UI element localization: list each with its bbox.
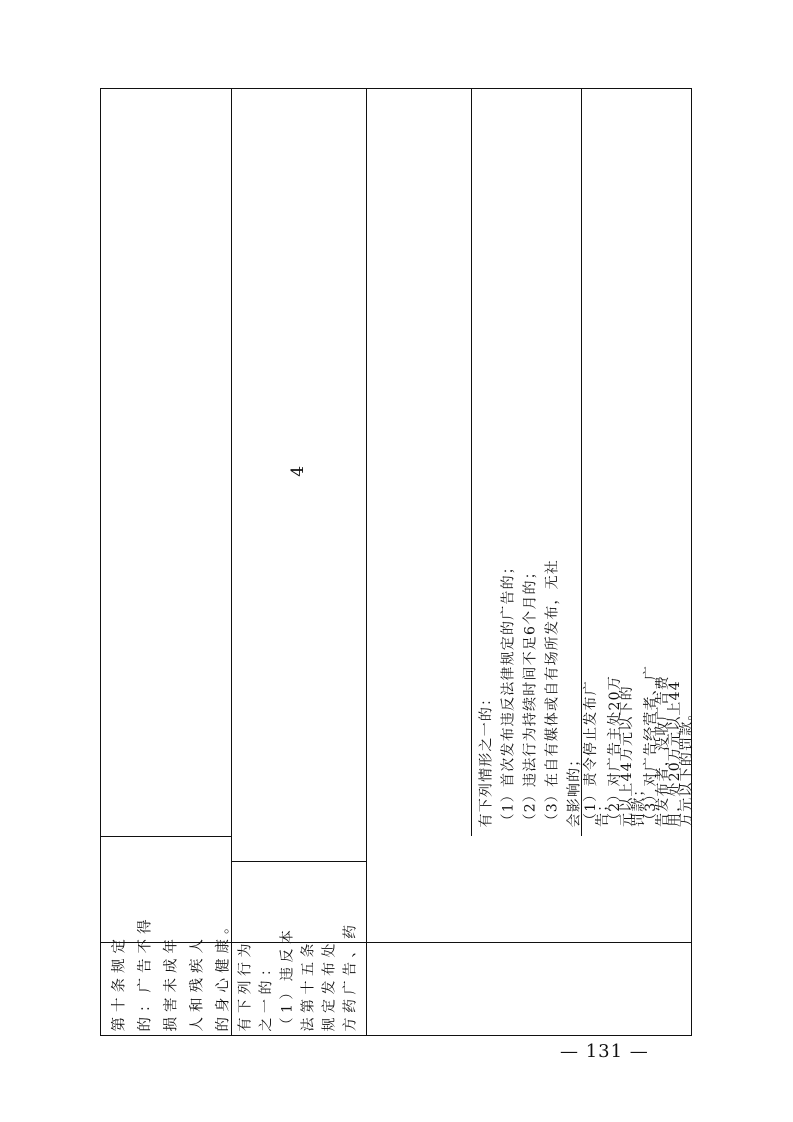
clause-line: 的身心健康。: [215, 914, 231, 1031]
circumstance-line: （1）首次发布违反法律规定的广告的；: [500, 558, 516, 827]
penalty-line: 告；: [595, 796, 611, 827]
circumstance-line: （3）在自有媒体或自有场所发布，无社: [544, 558, 560, 827]
clause-cell: [231, 853, 366, 1035]
penalty-line: 罚款；: [631, 781, 647, 827]
penalty-line: 元以上44万元以下的: [619, 685, 635, 827]
penalty-line: （2）对广告主处20万: [607, 675, 623, 827]
row-number: 4: [287, 464, 308, 477]
light-penalty-cell: [581, 88, 695, 835]
penalty-line: （1）责令停止发布广: [583, 680, 599, 827]
penalty-line: 用，处20万元以上44: [667, 680, 683, 827]
clause-line: 人和残疾人: [189, 933, 205, 1031]
legal-basis-cell: [366, 88, 471, 1034]
clause-line: 法第十五条: [300, 938, 316, 1031]
circumstance-line: 会影响的；: [566, 751, 582, 827]
row-divider-number-column: [101, 836, 231, 837]
clause-line: 方药广告、药: [342, 920, 358, 1031]
clause-line: 损害未成年: [163, 933, 179, 1031]
circumstance-line: （2）违法行为持续时间不足6个月的；: [522, 563, 538, 827]
penalty-line: 万元以下的罚款。: [679, 705, 695, 827]
page-number: — 131 —: [560, 1041, 649, 1062]
clause-line: 之一的：: [258, 957, 274, 1031]
clause-line: 第十条规定: [111, 933, 127, 1031]
clause-line: 有下列行为: [237, 938, 253, 1031]
row-number-cell: [231, 88, 366, 853]
clause-line: 的：广告不得: [137, 914, 153, 1031]
circumstance-line: 有下列情形之一的：: [478, 690, 494, 827]
clause-line: （1）违反本: [279, 925, 295, 1031]
clause-line: 规定发布处: [321, 938, 337, 1031]
penalty-line: （3）对广告经营者、广: [643, 664, 659, 827]
prev-row-clause-cell: [100, 914, 231, 1035]
light-circumstances-cell: [471, 88, 581, 835]
penalty-line: 告发布者，没收广告费: [655, 675, 671, 827]
